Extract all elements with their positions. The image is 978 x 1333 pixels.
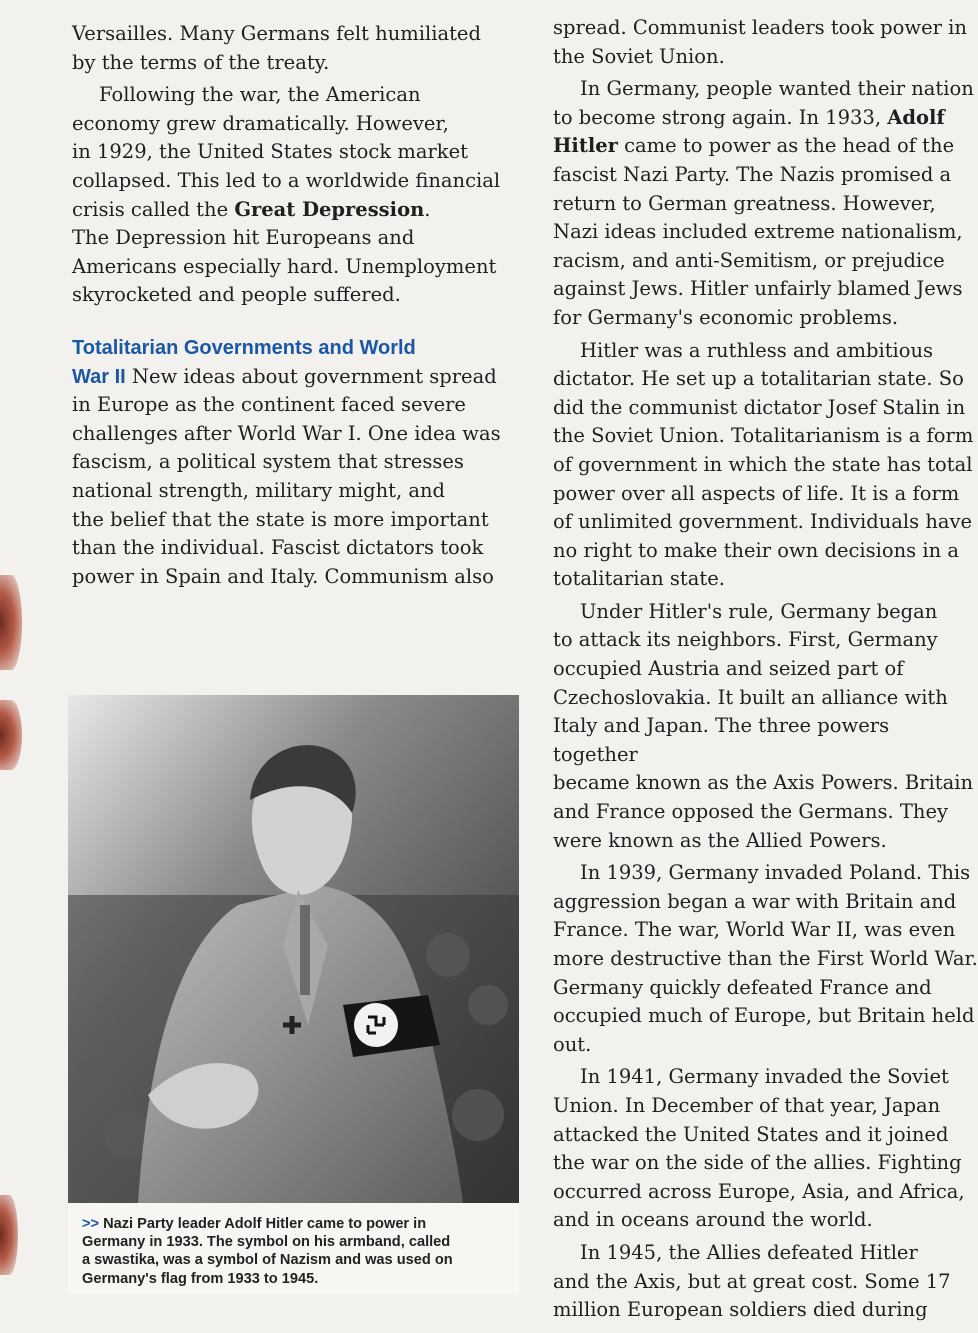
section-heading: Totalitarian Governments and World xyxy=(72,337,416,359)
paragraph-1941: In 1941, Germany invaded the Soviet Union. In December of that year, Japan attacked the United States and it joined the war on the side of the allies. Fighting occurred across Europe, Asia, and Africa, and in oceans around the world. xyxy=(553,1065,965,1232)
term-hitler: Hitler xyxy=(553,134,618,158)
caption-arrow-icon: >> xyxy=(82,1216,100,1232)
page-edge-shadow-middle xyxy=(0,700,22,770)
hitler-photo xyxy=(68,695,519,1203)
photo-illustration xyxy=(68,695,519,1203)
right-column xyxy=(553,14,978,1325)
paragraph-axis-powers: Under Hitler's rule, Germany began to attack its neighbors. First, Germany occupied Austria and seized part of Czechoslovakia. It built an alliance with Italy and Japan. The three powers together became known as the Axis Powers. Britain and France opposed the Germans. They were known as the Allied Powers. xyxy=(553,599,974,852)
paragraph-1945: In 1945, the Allies defeated Hitler and the Axis, but at great cost. Some 17 million European soldiers died during xyxy=(553,1240,951,1322)
paragraph-totalitarian: Totalitarian Governments and World War II New ideas about government spread in Europe as the continent faced severe challenges after World War I. One idea was fascism, a political system that stresses national strength, military might, and the belief that the state is more important than the individual. Fascist dictators took power in Spain and Italy. Communism also xyxy=(72,337,501,588)
paragraph-totalitarian-state: Hitler was a ruthless and ambitious dictator. He set up a totalitarian state. So did the communist dictator Josef Stalin in the Soviet Union. Totalitarianism is a form of government in which the state has total power over all aspects of life. It is a form of unlimited government. Individuals have no right to make their own decisions in a totalitarian state. xyxy=(553,338,974,591)
paragraph-communism-spread: spread. Communist leaders took power in the Soviet Union. xyxy=(553,16,967,68)
photo-caption: >> Nazi Party leader Adolf Hitler came to power in Germany in 1933. The symbol on his armband, called a swastika, was a symbol of Nazism and was used on Germany's flag from 1933 to 1945. xyxy=(68,1203,519,1295)
paragraph-great-depression: Following the war, the American economy grew dramatically. However, in 1929, the United States stock market collapsed. This led to a worldwide financial crisis called the Great Depression. The Depression hit Europeans and Americans especially hard. Unemployment skyrocketed and people suffered. xyxy=(72,83,501,307)
page-edge-shadow-bottom xyxy=(0,1195,18,1275)
paragraph-1939: In 1939, Germany invaded Poland. This aggression began a war with Britain and France. The war, World War II, was even more destructive than the First World War. Germany quickly defeated France and occupied much of Europe, but Britain held out. xyxy=(553,861,978,1056)
term-adolf: Adolf xyxy=(887,105,945,129)
page-edge-shadow-top xyxy=(0,575,22,670)
paragraph-versailles: Versailles. Many Germans felt humiliated by the terms of the treaty. xyxy=(72,22,481,74)
left-column-section xyxy=(72,334,524,591)
term-great-depression: Great Depression xyxy=(234,197,425,221)
left-column-intro xyxy=(72,20,524,310)
section-heading-cont: War II xyxy=(72,365,126,388)
paragraph-hitler-rise: In Germany, people wanted their nation to become strong again. In 1933, Adolf Hitler came to power as the head of the fascist Nazi Party. The Nazis promised a return to German greatness. However, Nazi ideas included extreme nationalism, racism, and anti-Semitism, or prejudice against Jews. Hitler unfairly blamed Jews for Germany's economic problems. xyxy=(553,77,974,329)
